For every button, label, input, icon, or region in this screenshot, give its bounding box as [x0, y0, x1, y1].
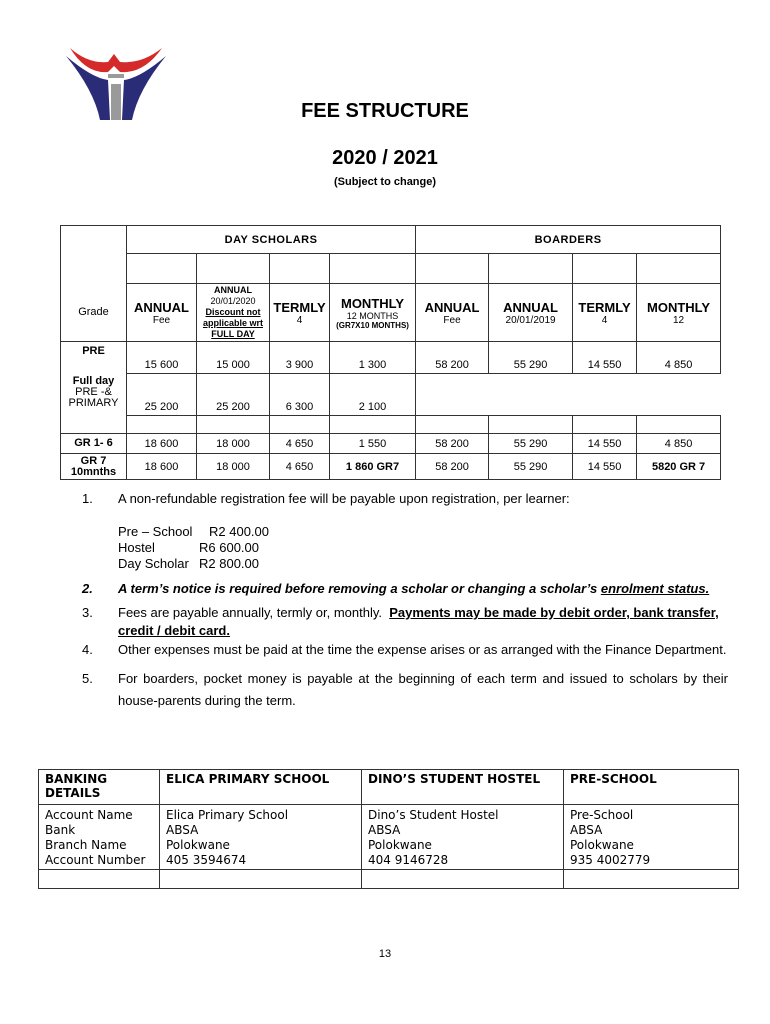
col-monthly: MONTHLY 12 MONTHS (GR7X10 MONTHS) — [330, 284, 416, 342]
dino-header: DINO’S STUDENT HOSTEL — [362, 770, 564, 805]
grade-header: Grade — [61, 284, 127, 342]
academic-year: 2020 / 2021 — [332, 147, 438, 169]
note-1: 1. A non-refundable registration fee will be payable upon registration, per learner: — [82, 491, 570, 506]
col-boarders-annual-fee: ANNUAL Fee — [416, 284, 489, 342]
fee-table — [60, 225, 721, 480]
table-row: GR 7 10mnths 18 600 18 000 4 650 1 860 GR7 58 200 55 290 14 550 5820 GR 7 — [61, 454, 721, 480]
col-termly: TERMLY 4 — [270, 284, 330, 342]
table-row: Account Name Bank Branch Name Account Number Elica Primary School ABSA Polokwane 405 3594674 Dino’s Student Hostel ABSA Polokwane 404 9146728 Pre-School ABSA Polokwane 935 4002779 — [39, 805, 739, 870]
note-2: 2. A term’s notice is required before removing a scholar or changing a scholar’s enrolment status. — [82, 581, 710, 596]
col-boarders-annual-2019: ANNUAL 20/01/2019 — [489, 284, 573, 342]
boarders-header: BOARDERS — [416, 226, 721, 254]
col-annual-2020: ANNUAL 20/01/2020 Discount not applicable wrt FULL DAY — [197, 284, 270, 342]
page-number: 13 — [378, 948, 392, 960]
col-boarders-termly: TERMLY 4 — [573, 284, 637, 342]
preschool-header: PRE-SCHOOL — [564, 770, 739, 805]
day-scholars-header: DAY SCHOLARS — [127, 226, 416, 254]
banking-table — [38, 769, 739, 889]
table-row: PRE 15 600 15 000 3 900 1 300 58 200 55 290 14 550 4 850 — [61, 342, 721, 374]
note-3: 3. Fees are payable annually, termly or, monthly. Payments may be made by debit order, bank transfer, credit / debit card. — [82, 605, 719, 638]
table-row: GR 1- 6 18 600 18 000 4 650 1 550 58 200 55 290 14 550 4 850 — [61, 434, 721, 454]
col-annual-fee: ANNUAL Fee — [127, 284, 197, 342]
elica-header: ELICA PRIMARY SCHOOL — [160, 770, 362, 805]
table-row: Full day PRE -& PRIMARY 25 200 25 200 6 300 2 100 — [61, 374, 721, 416]
subtitle: (Subject to change) — [333, 176, 437, 188]
registration-fees: Pre – School R2 400.00 Hostel R6 600.00 Day Scholar R2 800.00 — [118, 524, 269, 571]
page-title: FEE STRUCTURE — [301, 100, 469, 122]
banking-details-header: BANKING DETAILS — [39, 770, 160, 805]
note-5: 5. For boarders, pocket money is payable at the beginning of each term and issued to scholars by their house-parents during the term. — [82, 671, 728, 708]
col-boarders-monthly: MONTHLY 12 — [637, 284, 721, 342]
note-4: 4. Other expenses must be paid at the time the expense arises or as arranged with the Finance Department. — [82, 642, 727, 657]
